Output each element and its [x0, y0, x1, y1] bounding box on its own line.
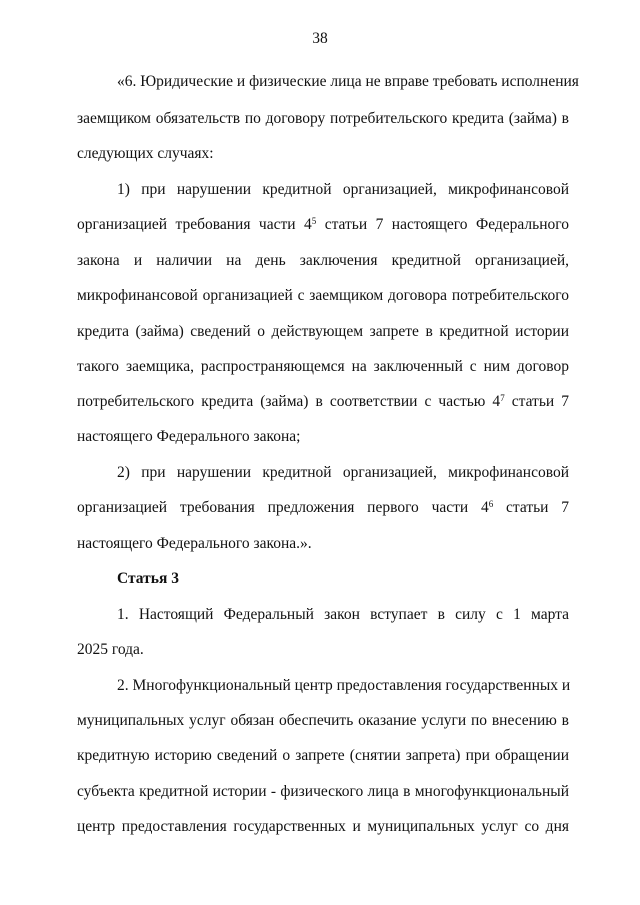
article3-p2-line-2: муниципальных услуг обязан обеспечить оказание услуги по внесению в: [77, 712, 569, 729]
item1-line-2: [77, 215, 569, 235]
item2-line-2: [77, 498, 569, 518]
article3-p1-line-1: 1. Настоящий Федеральный закон вступает в силу с 1 марта: [117, 606, 569, 623]
item1-line-3: закона и наличии на день заключения кредитной организацией,: [77, 252, 569, 269]
para6-line-1: «6. Юридические и физические лица не вправе требовать исполнения: [117, 73, 579, 90]
article3-p2-line-3: кредитную историю сведений о запрете (снятии запрета) при обращении: [77, 747, 569, 764]
article-3-heading: Статья 3: [117, 570, 179, 587]
article3-p2-line-5: центр предоставления государственных и муниципальных услуг со дня: [77, 818, 569, 835]
item1-line-7-text-a: потребительского кредита (займа) в соответствии с частью 4: [77, 393, 501, 410]
item1-line-8: настоящего Федерального закона;: [77, 428, 301, 445]
para6-line-2: заемщиком обязательств по договору потребительского кредита (займа) в: [77, 110, 569, 127]
item1-line-2-text-b: статьи 7 настоящего Федерального: [316, 216, 569, 233]
item1-line-4: микрофинансовой организацией с заемщиком договора потребительского: [77, 287, 569, 304]
item2-line-2-superscript: 6: [488, 499, 494, 510]
article3-p2-line-1: 2. Многофункциональный центр предоставления государственных и: [117, 677, 571, 694]
item1-line-7-text-b: статьи 7: [504, 393, 569, 410]
item1-line-2-text-a: организацией требования части 4: [77, 216, 312, 233]
item1-line-6: такого заемщика, распространяющемся на заключенный с ним договор: [77, 358, 569, 375]
article3-p2-line-4: субъекта кредитной истории - физического лица в многофункциональный: [77, 783, 569, 800]
page-number: 38: [312, 30, 328, 47]
article3-p1-line-2: 2025 года.: [77, 641, 144, 658]
item2-line-3: настоящего Федерального закона.».: [77, 535, 312, 552]
item2-line-1: 2) при нарушении кредитной организацией, микрофинансовой: [117, 464, 569, 481]
item1-line-1: 1) при нарушении кредитной организацией, микрофинансовой: [117, 181, 569, 198]
item2-line-2-text-a: организацией требования предложения первого части 4: [77, 499, 489, 516]
item1-line-5: кредита (займа) сведений о действующем запрете в кредитной истории: [77, 323, 569, 340]
item1-line-7: [77, 392, 569, 412]
item2-line-2-text-b: статьи 7: [493, 499, 570, 516]
item1-line-7-superscript: 7: [500, 393, 505, 404]
para6-line-3: следующих случаях:: [77, 145, 214, 162]
item1-line-2-superscript: 5: [311, 216, 317, 227]
